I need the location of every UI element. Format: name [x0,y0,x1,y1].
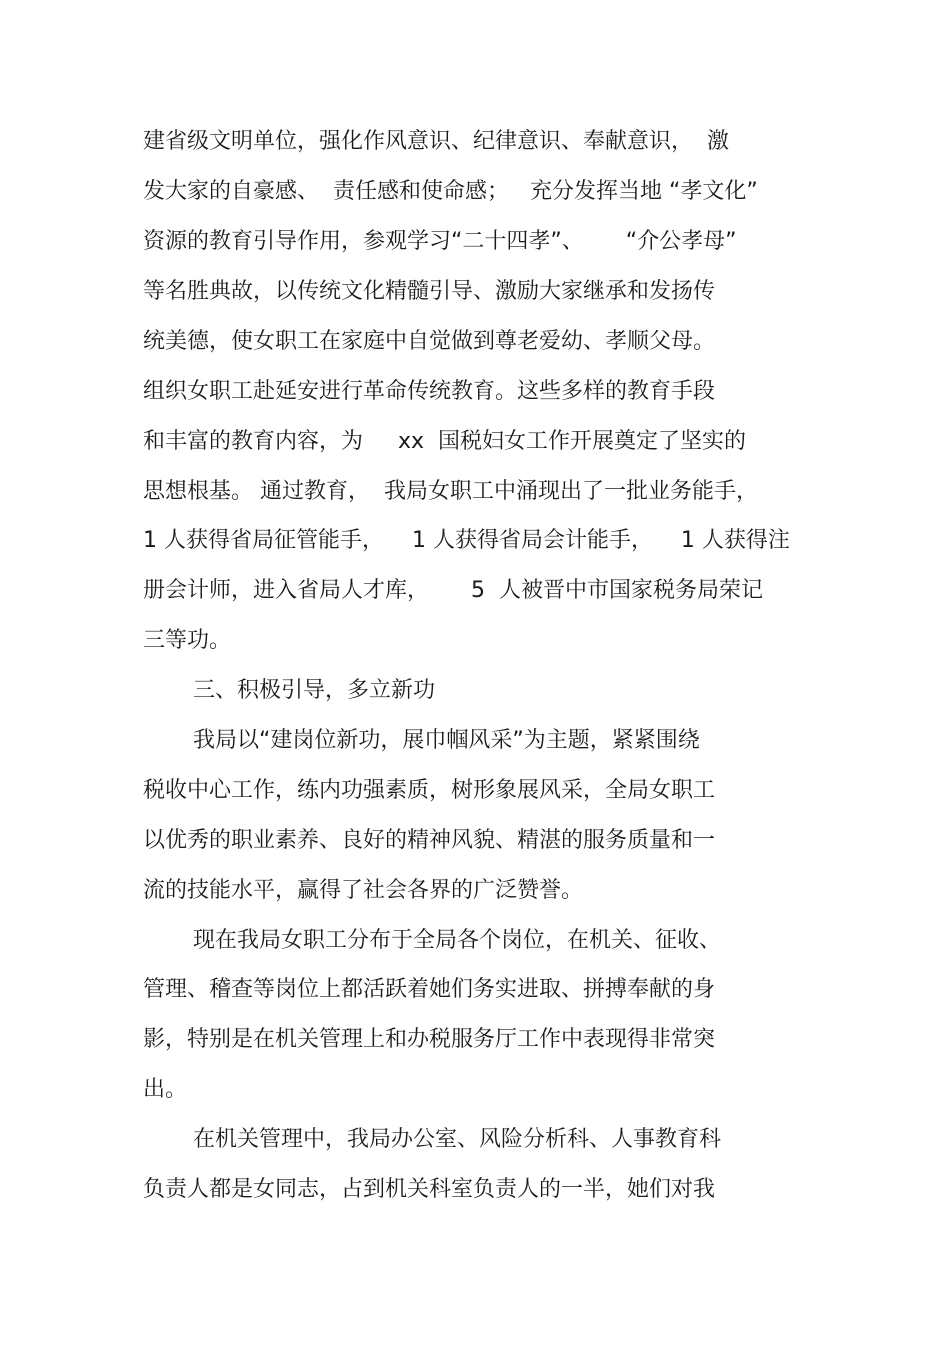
text-line: 负责人都是女同志，占到机关科室负责人的一半，她们对我 [143,1177,716,1202]
text-line: 现在我局女职工分布于全局各个岗位，在机关、征收、 [193,928,722,953]
text-line: 册会计师，进入省局人才库， 5 人被晋中市国家税务局荣记 [143,578,763,603]
text-line: 出。 [143,1077,188,1102]
text-line: 发大家的自豪感、 责任感和使命感； 充分发挥当地 “孝文化” [143,179,758,204]
text-line: 以优秀的职业素养、良好的精神风貌、精湛的服务质量和一 [143,828,716,853]
text-line: 资源的教育引导作用，参观学习“二十四孝”、 “介公孝母” [143,229,737,254]
text-line: 管理、稽查等岗位上都活跃着她们务实进取、拼搏奉献的身 [143,977,716,1002]
text-line: 我局以“建岗位新功，展巾帼风采”为主题，紧紧围绕 [193,728,700,753]
text-line: 三等功。 [143,628,232,653]
text-line: 组织女职工赴延安进行革命传统教育。这些多样的教育手段 [143,379,716,404]
section-heading: 三、积极引导，多立新功 [193,678,436,703]
text-line: 税收中心工作，练内功强素质，树形象展风采，全局女职工 [143,778,716,803]
text-line: 和丰富的教育内容，为 xx 国税妇女工作开展奠定了坚实的 [143,429,746,454]
text-line: 建省级文明单位，强化作风意识、纪律意识、奉献意识， 激 [143,129,729,154]
text-line: 等名胜典故，以传统文化精髓引导、激励大家继承和发扬传 [143,279,716,304]
text-line: 流的技能水平，赢得了社会各界的广泛赞誉。 [143,878,584,903]
text-line: 影，特别是在机关管理上和办税服务厅工作中表现得非常突 [143,1027,716,1052]
text-line: 1 人获得省局征管能手， 1 人获得省局会计能手， 1 人获得注 [143,528,790,553]
text-line: 统美德，使女职工在家庭中自觉做到尊老爱幼、孝顺父母。 [143,329,716,354]
text-line: 在机关管理中，我局办公室、风险分析科、人事教育科 [193,1127,722,1152]
text-line: 思想根基。 通过教育， 我局女职工中涌现出了一批业务能手， [143,479,758,504]
